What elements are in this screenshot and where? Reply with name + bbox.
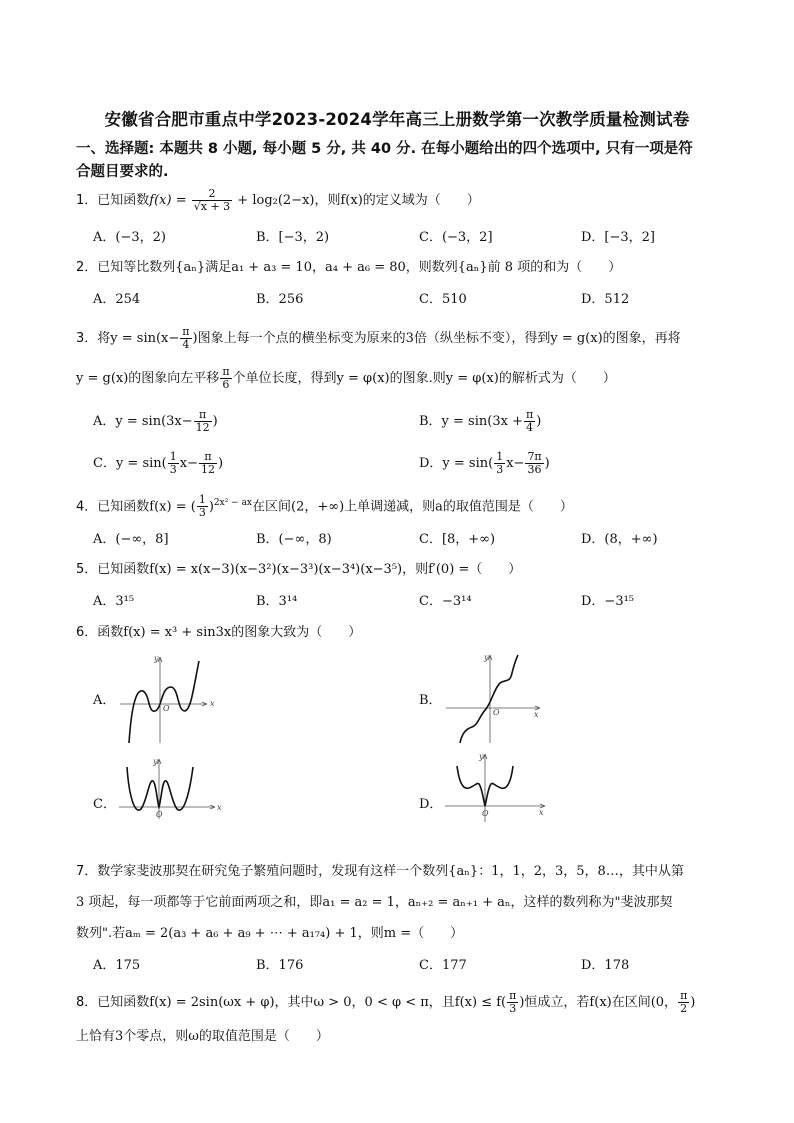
question-2: 2．已知等比数列{aₙ}满足a₁ + a₃ = 10，a₄ + a₆ = 80，则数列{aₙ}前 8 项的和为（ ） <box>76 260 622 275</box>
option-c[interactable]: C．(−3，2] <box>419 230 493 245</box>
svg-text:x: x <box>539 808 544 817</box>
section-header <box>76 138 776 184</box>
section-line-1: 一、选择题: 本题共 8 小题, 每小题 5 分, 共 40 分. 在每小题给出的四个选项中, 只有一项是符 <box>76 141 693 157</box>
option-d[interactable]: D．[−3，2] <box>581 230 656 245</box>
option-b[interactable]: B．(−∞，8) <box>256 532 332 547</box>
question-5: 5．已知函数f(x) = x(x−3)(x−3²)(x−3³)(x−3⁴)(x−3⁵)，则f′(0) =（ ） <box>76 562 522 577</box>
option-a[interactable]: A．175 <box>93 958 141 973</box>
svg-text:O: O <box>163 704 170 713</box>
svg-text:O: O <box>156 810 163 819</box>
option-d[interactable]: D．178 <box>581 958 630 973</box>
graph-d[interactable] <box>443 752 551 824</box>
svg-text:x: x <box>534 710 539 719</box>
option-b[interactable]: B．[−3，2) <box>256 230 330 245</box>
fraction: $\frac{2}{√x + 3}$ <box>193 187 231 213</box>
svg-text:y: y <box>484 653 489 662</box>
question-number: 1． <box>76 193 98 208</box>
option-d[interactable]: D．−3¹⁵ <box>581 594 635 609</box>
option-d[interactable]: D．y = sin( $\frac{1}{3}$ x− $\frac{7\pi}{36}$ ) <box>419 450 550 476</box>
option-c[interactable]: C．y = sin( $\frac{1}{3}$ x− $\frac{\pi}{12}$ ) <box>93 450 224 476</box>
question-8: 8．已知函数f(x) = 2sin(ωx + φ)，其中ω > 0，0 < φ < π，且f(x) ≤ f( $\frac{\pi}{3}$ )恒成立，若f(x)在区间(0， $\frac{\pi}{2}$ ) <box>76 989 696 1015</box>
question-3-line-2: y = g(x)的图象向左平移 $\frac{\pi}{6}$ 个单位长度，得到y = φ(x)的图象.则y = φ(x)的解析式为（ ） <box>76 365 616 391</box>
svg-text:y: y <box>153 757 158 766</box>
option-b[interactable]: B．176 <box>256 958 304 973</box>
option-d[interactable]: D． <box>419 797 443 812</box>
question-3: 3．将y = sin(x− $\frac{\pi}{4}$ )图象上每一个点的横坐标变为原来的3倍（纵坐标不变），得到y = g(x)的图象，再将 <box>76 325 681 351</box>
question-8-line-2: 上恰有3个零点，则ω的取值范围是（ ） <box>76 1029 329 1044</box>
svg-text:O: O <box>482 809 489 818</box>
question-7-line-2: 3 项起，每一项都等于它前面两项之和，即a₁ = a₂ = 1，aₙ₊₂ = aₙ₊₁ + aₙ，这样的数列称为"斐波那契 <box>76 895 673 910</box>
section-line-2: 合题目要求的. <box>76 164 169 180</box>
option-c[interactable]: C．−3¹⁴ <box>419 594 472 609</box>
option-a[interactable]: A． <box>93 693 116 708</box>
option-b[interactable]: B．y = sin(3x + $\frac{\pi}{4}$ ) <box>419 408 542 434</box>
option-c[interactable]: C． <box>93 797 116 812</box>
question-7: 7．数学家斐波那契在研究兔子繁殖问题时，发现有这样一个数列{aₙ}：1，1，2，3，5，8…，其中从第 <box>76 864 684 879</box>
graph-c[interactable] <box>117 757 221 821</box>
option-a[interactable]: A．(−∞，8] <box>93 532 169 547</box>
option-a[interactable]: A．254 <box>93 292 141 307</box>
option-a[interactable]: A．3¹⁵ <box>93 594 135 609</box>
svg-text:x: x <box>217 803 222 812</box>
option-d[interactable]: D．512 <box>581 292 630 307</box>
question-7-line-3: 数列".若aₘ = 2(a₃ + a₆ + a₉ + ⋯ + a₁₇₄) + 1，则m =（ ） <box>76 926 464 941</box>
option-b[interactable]: B．3¹⁴ <box>256 594 298 609</box>
option-c[interactable]: C．[8，+∞) <box>419 532 496 547</box>
svg-text:x: x <box>210 699 215 708</box>
option-a[interactable]: A．y = sin(3x− $\frac{\pi}{12}$ ) <box>93 408 218 434</box>
option-d[interactable]: D．(8，+∞) <box>581 532 658 547</box>
svg-text:y: y <box>479 752 484 761</box>
question-1: 1．已知函数f(x) = $\frac{2}{√x + 3}$ + log₂(2−x)，则f(x)的定义域为（ ） <box>76 187 480 213</box>
option-b[interactable]: B． <box>419 693 442 708</box>
question-4: 4．已知函数f(x) = ( $\frac{1}{3}$ )$^{2x^2 - ax}$在区间(2，+∞)上单调递减，则a的取值范围是（ ） <box>76 493 573 520</box>
question-6: 6．函数f(x) = x³ + sin3x的图象大致为（ ） <box>76 625 362 640</box>
svg-text:y: y <box>154 654 159 663</box>
graph-b[interactable] <box>444 653 544 745</box>
svg-text:O: O <box>493 708 500 717</box>
option-a[interactable]: A．(−3，2) <box>93 230 166 245</box>
option-b[interactable]: B．256 <box>256 292 304 307</box>
graph-a[interactable] <box>115 653 215 745</box>
option-c[interactable]: C．510 <box>419 292 467 307</box>
exam-title: 安徽省合肥市重点中学2023-2024学年高三上册数学第一次教学质量检测试卷 <box>104 110 690 129</box>
option-c[interactable]: C．177 <box>419 958 467 973</box>
